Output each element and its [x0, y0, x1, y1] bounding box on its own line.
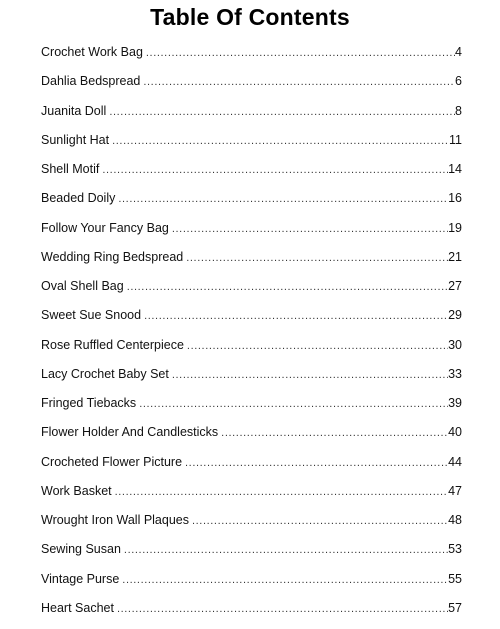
toc-entry-title: Crochet Work Bag — [41, 45, 143, 59]
toc-entry-title: Sewing Susan — [41, 542, 121, 557]
toc-entry-title: Dahlia Bedspread — [41, 74, 141, 89]
toc-entry-title: Wrought Iron Wall Plaques — [41, 513, 189, 527]
toc-entry — [41, 391, 462, 420]
toc-entry-page-number: 14 — [448, 162, 462, 176]
toc-entry — [41, 99, 462, 128]
toc-entry — [41, 567, 462, 596]
toc-entry — [41, 596, 462, 625]
toc-entry — [41, 69, 462, 98]
toc-entry-page-number: 4 — [455, 45, 462, 59]
toc-entry — [41, 420, 462, 449]
toc-entry-title: Work Basket — [41, 483, 112, 498]
toc-entry-page-number: 27 — [448, 279, 462, 293]
toc-dot-leader — [112, 129, 449, 153]
toc-dot-leader — [186, 246, 448, 270]
toc-dot-leader — [146, 41, 455, 65]
toc-entry — [41, 508, 462, 537]
toc-entry — [41, 537, 462, 566]
toc-dot-leader — [102, 158, 448, 182]
toc-entry-page-number: 16 — [448, 191, 462, 206]
toc-entry — [41, 245, 462, 274]
toc-dot-leader — [118, 187, 448, 211]
toc-dot-leader — [185, 451, 448, 475]
toc-entry-title: Lacy Crochet Baby Set — [41, 366, 169, 381]
toc-entry-page-number: 55 — [448, 571, 462, 586]
toc-entry-page-number: 8 — [455, 103, 462, 118]
toc-dot-leader — [122, 568, 448, 592]
toc-entry-title: Shell Motif — [41, 162, 100, 176]
toc-entry — [41, 479, 462, 508]
toc-dot-leader — [143, 70, 455, 94]
toc-dot-leader — [139, 392, 448, 416]
table-of-contents-list — [41, 40, 462, 625]
toc-entry-page-number: 33 — [448, 366, 462, 381]
toc-entry — [41, 274, 462, 303]
toc-entry — [41, 128, 462, 157]
toc-dot-leader — [187, 334, 448, 358]
toc-entry-title: Flower Holder And Candlesticks — [41, 425, 219, 440]
toc-dot-leader — [221, 421, 448, 445]
toc-dot-leader — [172, 363, 448, 387]
toc-entry-title: Beaded Doily — [41, 191, 116, 206]
toc-entry-page-number: 30 — [448, 337, 462, 352]
toc-entry-title: Heart Sachet — [41, 600, 114, 615]
toc-dot-leader — [127, 275, 448, 299]
toc-entry-title: Juanita Doll — [41, 103, 107, 118]
toc-entry-page-number: 57 — [448, 600, 462, 615]
toc-entry-title: Sweet Sue Snood — [41, 308, 142, 323]
toc-entry-page-number: 40 — [448, 425, 462, 440]
toc-entry-title: Crocheted Flower Picture — [41, 454, 183, 469]
toc-entry-title: Rose Ruffled Centerpiece — [41, 337, 184, 352]
toc-entry — [41, 186, 462, 215]
toc-entry-page-number: 19 — [448, 220, 462, 235]
toc-entry-title: Oval Shell Bag — [41, 279, 124, 293]
toc-entry-page-number: 11 — [449, 132, 462, 147]
toc-dot-leader — [115, 480, 448, 504]
toc-entry — [41, 216, 462, 245]
toc-dot-leader — [144, 304, 448, 328]
toc-entry-page-number: 47 — [448, 483, 462, 498]
toc-entry-page-number: 39 — [448, 396, 462, 410]
toc-entry-title: Fringed Tiebacks — [41, 396, 137, 410]
page-title: Table Of Contents — [150, 4, 350, 30]
toc-entry — [41, 450, 462, 479]
toc-dot-leader — [172, 217, 448, 241]
toc-entry — [41, 157, 462, 186]
toc-entry-page-number: 53 — [448, 542, 462, 557]
toc-entry-title: Wedding Ring Bedspread — [41, 249, 184, 264]
toc-entry — [41, 333, 462, 362]
toc-dot-leader — [109, 100, 455, 124]
toc-entry-page-number: 21 — [448, 249, 462, 264]
toc-entry-page-number: 48 — [448, 513, 462, 527]
toc-dot-leader — [117, 597, 448, 621]
toc-entry-page-number: 29 — [448, 308, 462, 323]
toc-entry — [41, 40, 462, 69]
toc-entry — [41, 362, 462, 391]
toc-entry-page-number: 6 — [455, 74, 462, 89]
toc-entry-title: Follow Your Fancy Bag — [41, 220, 169, 235]
toc-dot-leader — [192, 509, 448, 533]
toc-dot-leader — [124, 538, 448, 562]
toc-entry — [41, 303, 462, 332]
toc-entry-title: Sunlight Hat — [41, 132, 110, 147]
toc-entry-title: Vintage Purse — [41, 571, 120, 586]
toc-entry-page-number: 44 — [448, 454, 462, 469]
